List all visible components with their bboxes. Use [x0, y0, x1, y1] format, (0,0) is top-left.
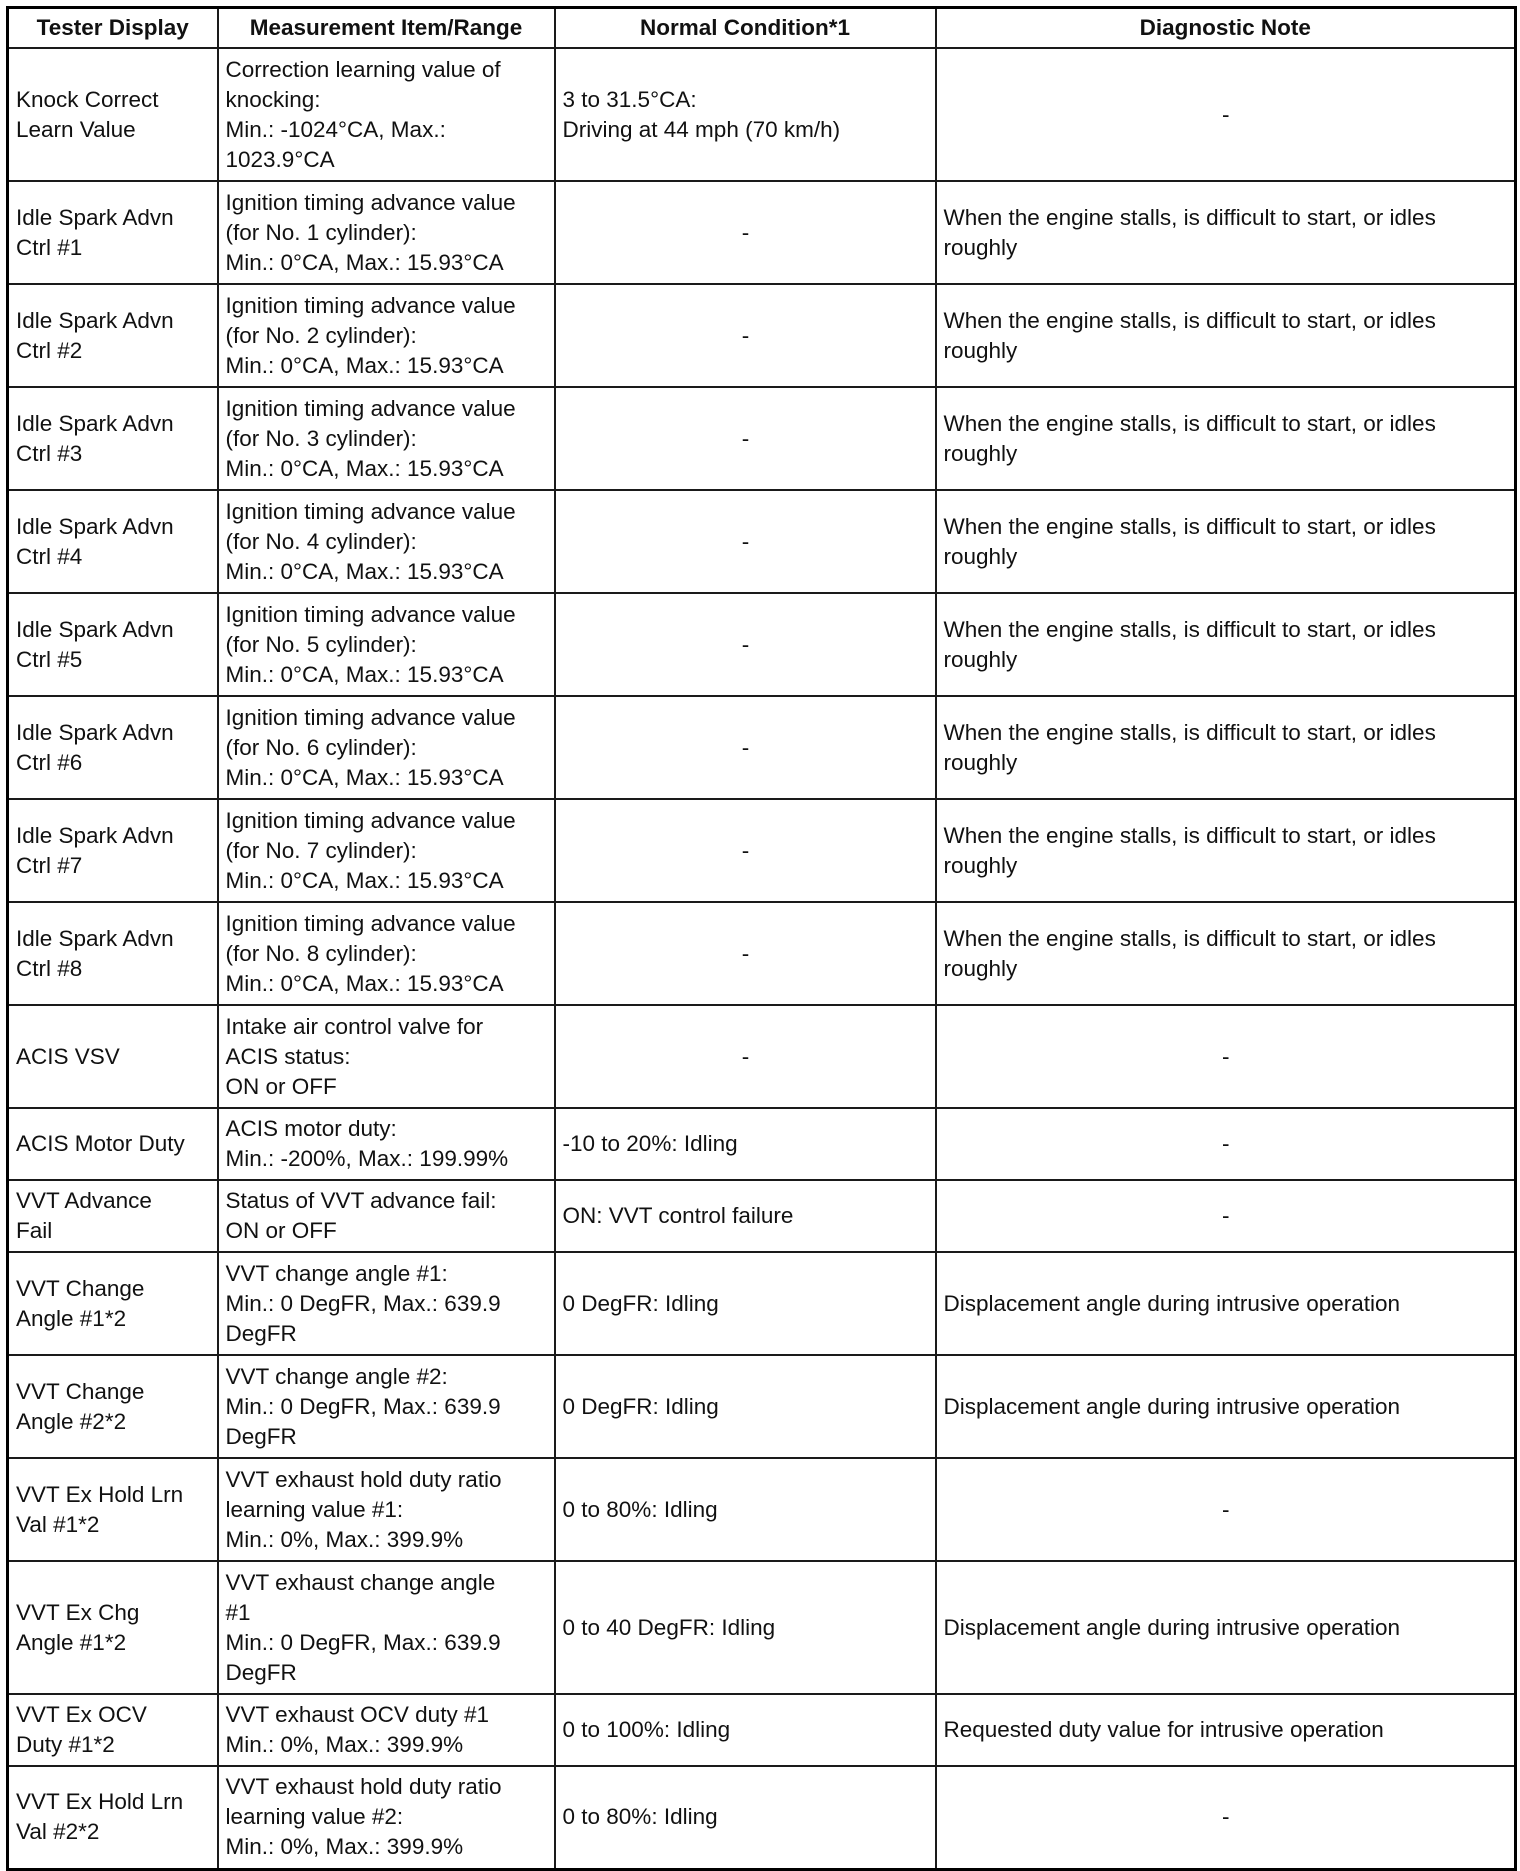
table-row — [8, 1180, 1516, 1252]
cell-tester-display: Idle Spark Advn Ctrl #3 — [8, 387, 218, 490]
cell-diagnostic-note: Requested duty value for intrusive operation — [936, 1694, 1516, 1766]
cell-diagnostic-note: When the engine stalls, is difficult to start, or idles roughly — [936, 387, 1516, 490]
cell-tester-display: VVT Change Angle #1*2 — [8, 1252, 218, 1355]
cell-measurement-item: Ignition timing advance value (for No. 8 cylinder): Min.: 0°CA, Max.: 15.93°CA — [218, 902, 555, 1005]
cell-measurement-item: Ignition timing advance value (for No. 2 cylinder): Min.: 0°CA, Max.: 15.93°CA — [218, 284, 555, 387]
cell-normal-condition: - — [555, 387, 936, 490]
cell-tester-display: Idle Spark Advn Ctrl #1 — [8, 181, 218, 284]
cell-measurement-item: VVT exhaust hold duty ratio learning value #2: Min.: 0%, Max.: 399.9% — [218, 1766, 555, 1869]
table-row — [8, 1458, 1516, 1561]
header-normal-condition: Normal Condition*1 — [555, 8, 936, 49]
cell-normal-condition: -10 to 20%: Idling — [555, 1108, 936, 1180]
cell-diagnostic-note: Displacement angle during intrusive operation — [936, 1355, 1516, 1458]
cell-normal-condition: - — [555, 284, 936, 387]
table-row — [8, 284, 1516, 387]
cell-normal-condition: - — [555, 1005, 936, 1108]
table-row — [8, 490, 1516, 593]
table-row — [8, 387, 1516, 490]
cell-diagnostic-note: When the engine stalls, is difficult to start, or idles roughly — [936, 799, 1516, 902]
cell-measurement-item: VVT exhaust change angle #1 Min.: 0 DegFR, Max.: 639.9 DegFR — [218, 1561, 555, 1694]
cell-tester-display: Knock Correct Learn Value — [8, 48, 218, 181]
cell-tester-display: VVT Ex Hold Lrn Val #2*2 — [8, 1766, 218, 1869]
table-row — [8, 593, 1516, 696]
cell-diagnostic-note: - — [936, 48, 1516, 181]
cell-measurement-item: Ignition timing advance value (for No. 6 cylinder): Min.: 0°CA, Max.: 15.93°CA — [218, 696, 555, 799]
cell-measurement-item: Intake air control valve for ACIS status: ON or OFF — [218, 1005, 555, 1108]
cell-diagnostic-note: Displacement angle during intrusive operation — [936, 1252, 1516, 1355]
cell-normal-condition: - — [555, 902, 936, 1005]
table-row — [8, 1355, 1516, 1458]
cell-diagnostic-note: - — [936, 1108, 1516, 1180]
cell-normal-condition: ON: VVT control failure — [555, 1180, 936, 1252]
cell-diagnostic-note: - — [936, 1005, 1516, 1108]
cell-tester-display: ACIS VSV — [8, 1005, 218, 1108]
table-row — [8, 799, 1516, 902]
cell-measurement-item: Ignition timing advance value (for No. 4 cylinder): Min.: 0°CA, Max.: 15.93°CA — [218, 490, 555, 593]
cell-diagnostic-note: - — [936, 1458, 1516, 1561]
cell-tester-display: VVT Change Angle #2*2 — [8, 1355, 218, 1458]
table-row — [8, 1694, 1516, 1766]
cell-normal-condition: - — [555, 593, 936, 696]
cell-normal-condition: 0 to 100%: Idling — [555, 1694, 936, 1766]
cell-measurement-item: VVT change angle #2: Min.: 0 DegFR, Max.: 639.9 DegFR — [218, 1355, 555, 1458]
cell-measurement-item: VVT exhaust OCV duty #1 Min.: 0%, Max.: 399.9% — [218, 1694, 555, 1766]
cell-tester-display: VVT Ex OCV Duty #1*2 — [8, 1694, 218, 1766]
cell-tester-display: ACIS Motor Duty — [8, 1108, 218, 1180]
cell-measurement-item: Ignition timing advance value (for No. 7 cylinder): Min.: 0°CA, Max.: 15.93°CA — [218, 799, 555, 902]
cell-diagnostic-note: Displacement angle during intrusive operation — [936, 1561, 1516, 1694]
cell-diagnostic-note: When the engine stalls, is difficult to start, or idles roughly — [936, 490, 1516, 593]
table-row — [8, 48, 1516, 181]
cell-normal-condition: 3 to 31.5°CA: Driving at 44 mph (70 km/h) — [555, 48, 936, 181]
table-row — [8, 1766, 1516, 1869]
data-list-table — [6, 6, 1517, 1871]
cell-normal-condition: 0 to 80%: Idling — [555, 1458, 936, 1561]
cell-diagnostic-note: When the engine stalls, is difficult to start, or idles roughly — [936, 902, 1516, 1005]
cell-normal-condition: 0 DegFR: Idling — [555, 1355, 936, 1458]
cell-tester-display: Idle Spark Advn Ctrl #6 — [8, 696, 218, 799]
cell-tester-display: Idle Spark Advn Ctrl #8 — [8, 902, 218, 1005]
cell-normal-condition: 0 to 80%: Idling — [555, 1766, 936, 1869]
cell-diagnostic-note: When the engine stalls, is difficult to start, or idles roughly — [936, 181, 1516, 284]
cell-normal-condition: 0 to 40 DegFR: Idling — [555, 1561, 936, 1694]
header-row — [8, 8, 1516, 49]
table-row — [8, 1252, 1516, 1355]
cell-measurement-item: VVT change angle #1: Min.: 0 DegFR, Max.: 639.9 DegFR — [218, 1252, 555, 1355]
cell-measurement-item: VVT exhaust hold duty ratio learning value #1: Min.: 0%, Max.: 399.9% — [218, 1458, 555, 1561]
table-row — [8, 181, 1516, 284]
cell-normal-condition: 0 DegFR: Idling — [555, 1252, 936, 1355]
cell-diagnostic-note: When the engine stalls, is difficult to start, or idles roughly — [936, 593, 1516, 696]
cell-tester-display: VVT Advance Fail — [8, 1180, 218, 1252]
cell-measurement-item: Ignition timing advance value (for No. 1 cylinder): Min.: 0°CA, Max.: 15.93°CA — [218, 181, 555, 284]
table-row — [8, 902, 1516, 1005]
table-row — [8, 1561, 1516, 1694]
header-tester-display: Tester Display — [8, 8, 218, 49]
cell-diagnostic-note: - — [936, 1766, 1516, 1869]
cell-measurement-item: Ignition timing advance value (for No. 5 cylinder): Min.: 0°CA, Max.: 15.93°CA — [218, 593, 555, 696]
header-measurement-item: Measurement Item/Range — [218, 8, 555, 49]
table-row — [8, 1005, 1516, 1108]
header-diagnostic-note: Diagnostic Note — [936, 8, 1516, 49]
cell-normal-condition: - — [555, 696, 936, 799]
table-row — [8, 696, 1516, 799]
cell-measurement-item: Status of VVT advance fail: ON or OFF — [218, 1180, 555, 1252]
cell-measurement-item: Ignition timing advance value (for No. 3 cylinder): Min.: 0°CA, Max.: 15.93°CA — [218, 387, 555, 490]
cell-normal-condition: - — [555, 799, 936, 902]
cell-tester-display: Idle Spark Advn Ctrl #5 — [8, 593, 218, 696]
cell-tester-display: Idle Spark Advn Ctrl #4 — [8, 490, 218, 593]
cell-tester-display: VVT Ex Chg Angle #1*2 — [8, 1561, 218, 1694]
cell-diagnostic-note: When the engine stalls, is difficult to start, or idles roughly — [936, 284, 1516, 387]
cell-tester-display: VVT Ex Hold Lrn Val #1*2 — [8, 1458, 218, 1561]
cell-measurement-item: Correction learning value of knocking: Min.: -1024°CA, Max.: 1023.9°CA — [218, 48, 555, 181]
cell-normal-condition: - — [555, 181, 936, 284]
cell-diagnostic-note: When the engine stalls, is difficult to start, or idles roughly — [936, 696, 1516, 799]
table-body — [8, 48, 1516, 1869]
cell-tester-display: Idle Spark Advn Ctrl #2 — [8, 284, 218, 387]
cell-normal-condition: - — [555, 490, 936, 593]
table-row — [8, 1108, 1516, 1180]
cell-diagnostic-note: - — [936, 1180, 1516, 1252]
cell-measurement-item: ACIS motor duty: Min.: -200%, Max.: 199.99% — [218, 1108, 555, 1180]
cell-tester-display: Idle Spark Advn Ctrl #7 — [8, 799, 218, 902]
